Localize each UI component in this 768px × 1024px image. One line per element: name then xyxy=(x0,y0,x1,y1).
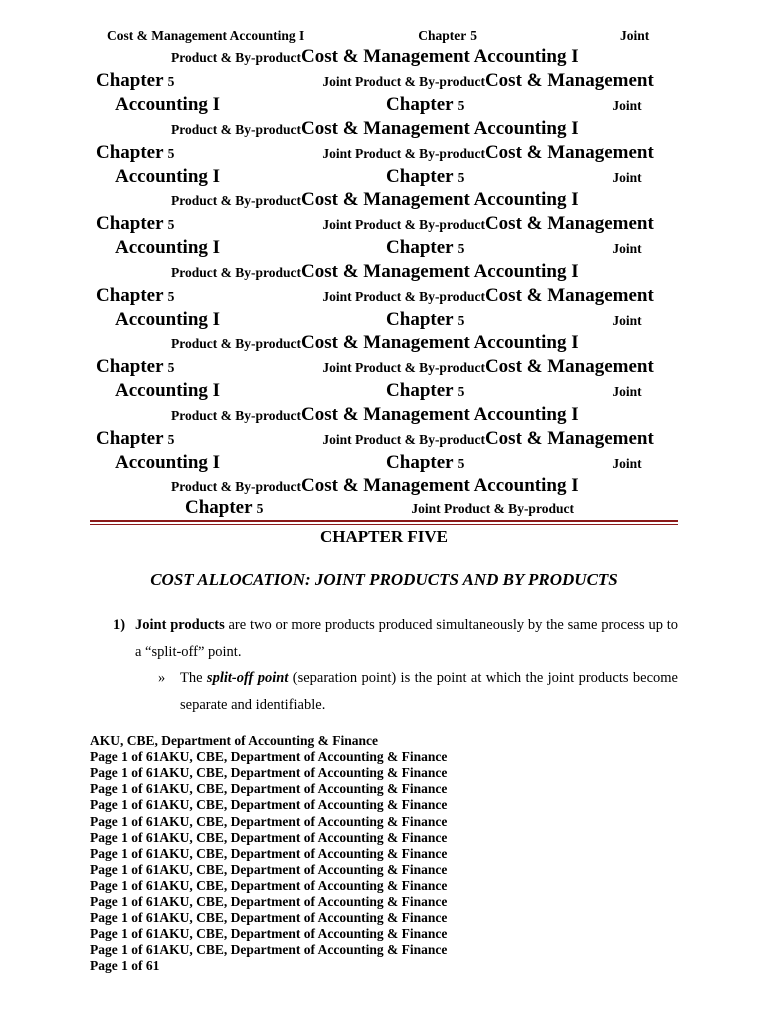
header-course: Cost & Management Accounting I xyxy=(301,189,579,210)
header-course: Cost & Management Accounting I xyxy=(301,46,579,67)
item-number: 1) xyxy=(113,617,126,633)
header-course: Cost & Management Accounting I xyxy=(301,475,579,496)
footer-department: AKU, CBE, Department of Accounting & Finance xyxy=(159,797,448,813)
header-line xyxy=(96,285,654,307)
header-joint: Joint xyxy=(612,98,642,113)
header-accounting-i: Accounting I xyxy=(115,237,221,258)
header-course: Cost & Management Accounting I xyxy=(301,403,579,425)
header-line xyxy=(96,213,654,235)
header-accounting-i: Accounting I xyxy=(115,451,221,473)
sub-body: (separation point) is the point at which the joint products become separate and identifiable. xyxy=(180,670,678,713)
header-joint: Joint xyxy=(612,384,642,399)
footer-page-number: Page 1 of 61 xyxy=(90,797,160,813)
section-title: COST ALLOCATION: JOINT PRODUCTS AND BY PRODUCTS xyxy=(150,570,618,589)
footer-department: AKU, CBE, Department of Accounting & Finance xyxy=(159,877,448,893)
header-product-byproduct: Product & By-product xyxy=(171,407,302,423)
item-text xyxy=(135,612,678,666)
footer-department: AKU, CBE, Department of Accounting & Finance xyxy=(159,910,448,926)
header-accounting-i: Accounting I xyxy=(115,165,221,187)
footer-page-number: Page 1 of 61 xyxy=(90,861,160,877)
header-product-byproduct: Product & By-product xyxy=(171,193,302,208)
header-chapter-num: 5 xyxy=(167,74,175,89)
header-cost-mgmt: Cost & Management xyxy=(484,284,654,306)
header-line xyxy=(185,497,574,519)
footer-line xyxy=(90,733,378,749)
footer-department: AKU, CBE, Department of Accounting & Finance xyxy=(90,733,378,748)
header-course: Cost & Management Accounting I xyxy=(301,260,579,282)
footer-department: AKU, CBE, Department of Accounting & Finance xyxy=(159,781,448,797)
footer-department: AKU, CBE, Department of Accounting & Finance xyxy=(159,861,448,877)
header-cost-mgmt: Cost & Management xyxy=(484,141,654,163)
header-line xyxy=(115,309,642,331)
footer-page-number: Page 1 of 61 xyxy=(90,781,160,797)
chapter-title: CHAPTER FIVE xyxy=(320,527,448,546)
sub-bullet: » xyxy=(158,670,166,686)
header-joint-product-byproduct: Joint Product & By-product xyxy=(322,360,485,375)
footer-department: AKU, CBE, Department of Accounting & Finance xyxy=(159,845,448,861)
header-chapter-word: Chapter xyxy=(418,28,467,43)
header-course: Cost & Management Accounting I xyxy=(301,117,579,139)
footer-page-number: Page 1 of 61 xyxy=(90,942,160,958)
header-cost-mgmt: Cost & Management xyxy=(484,213,654,234)
header-course: Cost & Management Accounting I xyxy=(107,28,305,43)
header-product-byproduct: Product & By-product xyxy=(171,336,302,351)
header-chapter-num: 5 xyxy=(457,169,465,185)
header-course: Cost & Management Accounting I xyxy=(301,332,579,353)
header-chapter-word: Chapter xyxy=(96,356,164,377)
header-line xyxy=(171,404,579,426)
header-line xyxy=(171,189,579,211)
header-joint-product-byproduct: Joint Product & By-product xyxy=(322,74,485,89)
header-chapter-num: 5 xyxy=(167,288,175,304)
footer-line xyxy=(90,830,447,846)
sub-item xyxy=(158,665,678,719)
header-line xyxy=(96,70,654,92)
header-line xyxy=(171,332,579,354)
footer-line xyxy=(90,942,447,958)
header-chapter-word: Chapter xyxy=(96,427,164,449)
header-chapter-num: 5 xyxy=(256,501,264,516)
item-term: Joint products xyxy=(135,617,225,633)
header-line xyxy=(115,452,642,474)
header-product-byproduct: Product & By-product xyxy=(171,479,302,494)
header-product-byproduct: Product & By-product xyxy=(171,50,302,65)
footer-page-number: Page 1 of 61 xyxy=(90,829,160,845)
header-accounting-i: Accounting I xyxy=(115,380,221,401)
footer-department: AKU, CBE, Department of Accounting & Finance xyxy=(159,926,448,942)
footer-department: AKU, CBE, Department of Accounting & Finance xyxy=(159,749,448,765)
header-chapter-num: 5 xyxy=(470,28,477,43)
header-line xyxy=(96,142,654,164)
footer-line xyxy=(90,765,447,781)
footer-line xyxy=(90,926,447,942)
header-product-byproduct: Product & By-product xyxy=(171,264,302,280)
footer-line xyxy=(90,749,447,765)
header-joint: Joint xyxy=(612,455,642,471)
header-line xyxy=(171,475,579,497)
header-chapter-num: 5 xyxy=(167,360,175,375)
header-chapter-word: Chapter xyxy=(386,380,454,401)
header-chapter-word: Chapter xyxy=(386,237,454,258)
header-chapter-num: 5 xyxy=(167,217,175,232)
header-chapter-word: Chapter xyxy=(386,165,454,187)
header-chapter-word: Chapter xyxy=(96,213,164,234)
footer-page-number: Page 1 of 61 xyxy=(90,926,160,942)
header-joint-product-byproduct: Joint Product & By-product xyxy=(322,431,485,447)
header-chapter-word: Chapter xyxy=(386,308,454,330)
footer-line xyxy=(90,958,159,974)
footer-page-number: Page 1 of 61 xyxy=(90,749,160,765)
header-chapter-word: Chapter xyxy=(96,70,164,91)
footer-page-number: Page 1 of 61 xyxy=(90,958,160,974)
footer-line xyxy=(90,862,447,878)
header-chapter-word: Chapter xyxy=(96,141,164,163)
footer-department: AKU, CBE, Department of Accounting & Finance xyxy=(159,894,448,909)
footer-line xyxy=(90,781,447,797)
header-cost-mgmt: Cost & Management xyxy=(484,70,654,91)
footer-page-number: Page 1 of 61 xyxy=(90,845,160,861)
header-chapter-num: 5 xyxy=(457,312,465,328)
header-rule-thick xyxy=(90,520,678,522)
header-joint-product-byproduct: Joint Product & By-product xyxy=(322,145,485,161)
header-joint-product-byproduct: Joint Product & By-product xyxy=(322,288,485,304)
header-line xyxy=(115,237,642,259)
footer-line xyxy=(90,894,447,910)
header-line xyxy=(115,380,642,402)
header-chapter-num: 5 xyxy=(457,455,465,471)
header-line xyxy=(107,27,649,45)
header-chapter-num: 5 xyxy=(167,431,175,447)
footer-line xyxy=(90,910,447,926)
header-accounting-i: Accounting I xyxy=(115,94,221,115)
sub-text xyxy=(180,665,678,719)
header-chapter-word: Chapter xyxy=(386,451,454,473)
header-joint: Joint xyxy=(612,169,642,185)
header-cost-mgmt: Cost & Management xyxy=(484,356,654,377)
header-chapter-word: Chapter xyxy=(96,284,164,306)
header-line xyxy=(96,428,654,450)
footer-department: AKU, CBE, Department of Accounting & Finance xyxy=(159,829,448,845)
item-body: are two or more products produced simultaneously by the same process up to a “split-off” point. xyxy=(135,617,678,660)
header-product-byproduct: Product & By-product xyxy=(171,121,302,137)
header-line xyxy=(171,261,579,283)
header-line xyxy=(171,118,579,140)
header-line xyxy=(115,94,642,116)
footer-page-number: Page 1 of 61 xyxy=(90,877,160,893)
header-joint: Joint xyxy=(612,312,642,328)
header-line xyxy=(115,166,642,188)
footer-line xyxy=(90,797,447,813)
header-chapter-num: 5 xyxy=(457,384,465,399)
footer-line xyxy=(90,878,447,894)
footer-department: AKU, CBE, Department of Accounting & Finance xyxy=(159,813,448,829)
header-joint-product-byproduct: Joint Product & By-product xyxy=(322,217,485,232)
footer-department: AKU, CBE, Department of Accounting & Finance xyxy=(159,942,448,958)
header-joint-product-byproduct: Joint Product & By-product xyxy=(411,501,574,516)
header-line xyxy=(96,356,654,378)
header-joint: Joint xyxy=(620,28,650,43)
footer-department: AKU, CBE, Department of Accounting & Finance xyxy=(159,765,448,781)
header-chapter-word: Chapter xyxy=(185,497,253,518)
header-chapter-word: Chapter xyxy=(386,94,454,115)
footer-page-number: Page 1 of 61 xyxy=(90,894,160,909)
footer-page-number: Page 1 of 61 xyxy=(90,765,160,781)
header-rule-thin xyxy=(90,524,678,525)
header-chapter-num: 5 xyxy=(167,145,175,161)
sub-pre: The xyxy=(180,670,207,686)
header-chapter-num: 5 xyxy=(457,98,465,113)
footer-page-number: Page 1 of 61 xyxy=(90,813,160,829)
header-cost-mgmt: Cost & Management xyxy=(484,427,654,449)
header-chapter-num: 5 xyxy=(457,241,465,256)
footer-line xyxy=(90,814,447,830)
list-item xyxy=(113,612,678,666)
header-joint: Joint xyxy=(612,241,642,256)
header-line xyxy=(171,46,579,68)
footer-page-number: Page 1 of 61 xyxy=(90,910,160,926)
header-accounting-i: Accounting I xyxy=(115,308,221,330)
footer-line xyxy=(90,846,447,862)
sub-term: split-off point xyxy=(206,670,289,686)
